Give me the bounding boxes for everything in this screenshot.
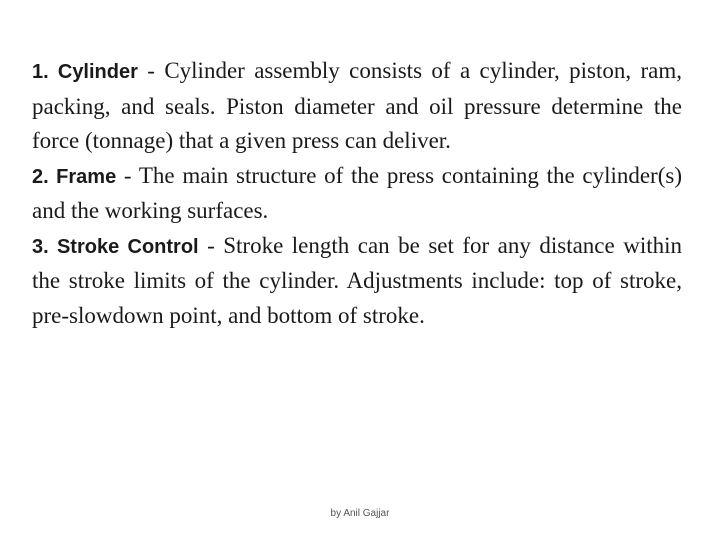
definition-list — [32, 54, 682, 333]
definition-item-cylinder — [32, 54, 682, 159]
definition-item-stroke-control — [32, 229, 682, 334]
definition-term: 2. Frame — [32, 165, 117, 188]
definition-text: The main structure of the press containing the cylinder(s) and the working surfaces. — [32, 162, 682, 223]
definition-separator: - — [116, 162, 139, 188]
definition-text: Cylinder assembly consists of a cylinder, piston, ram, packing, and seals. Piston diameter and oil pressure determine the force (tonnage) that a given press can deliver. — [32, 58, 682, 153]
definition-separator: - — [137, 58, 165, 83]
definition-term: 1. Cylinder — [32, 61, 138, 83]
footer-credit: by Anil Gajjar — [330, 508, 390, 519]
definition-term: 3. Stroke Control — [32, 235, 199, 258]
definition-text: Stroke length can be set for any distance within the stroke limits of the cylinder. Adjustments include: top of stroke, pre-slowdown point, and bottom of stroke. — [32, 232, 682, 328]
definition-item-frame — [32, 159, 682, 229]
definition-separator: - — [198, 232, 224, 258]
